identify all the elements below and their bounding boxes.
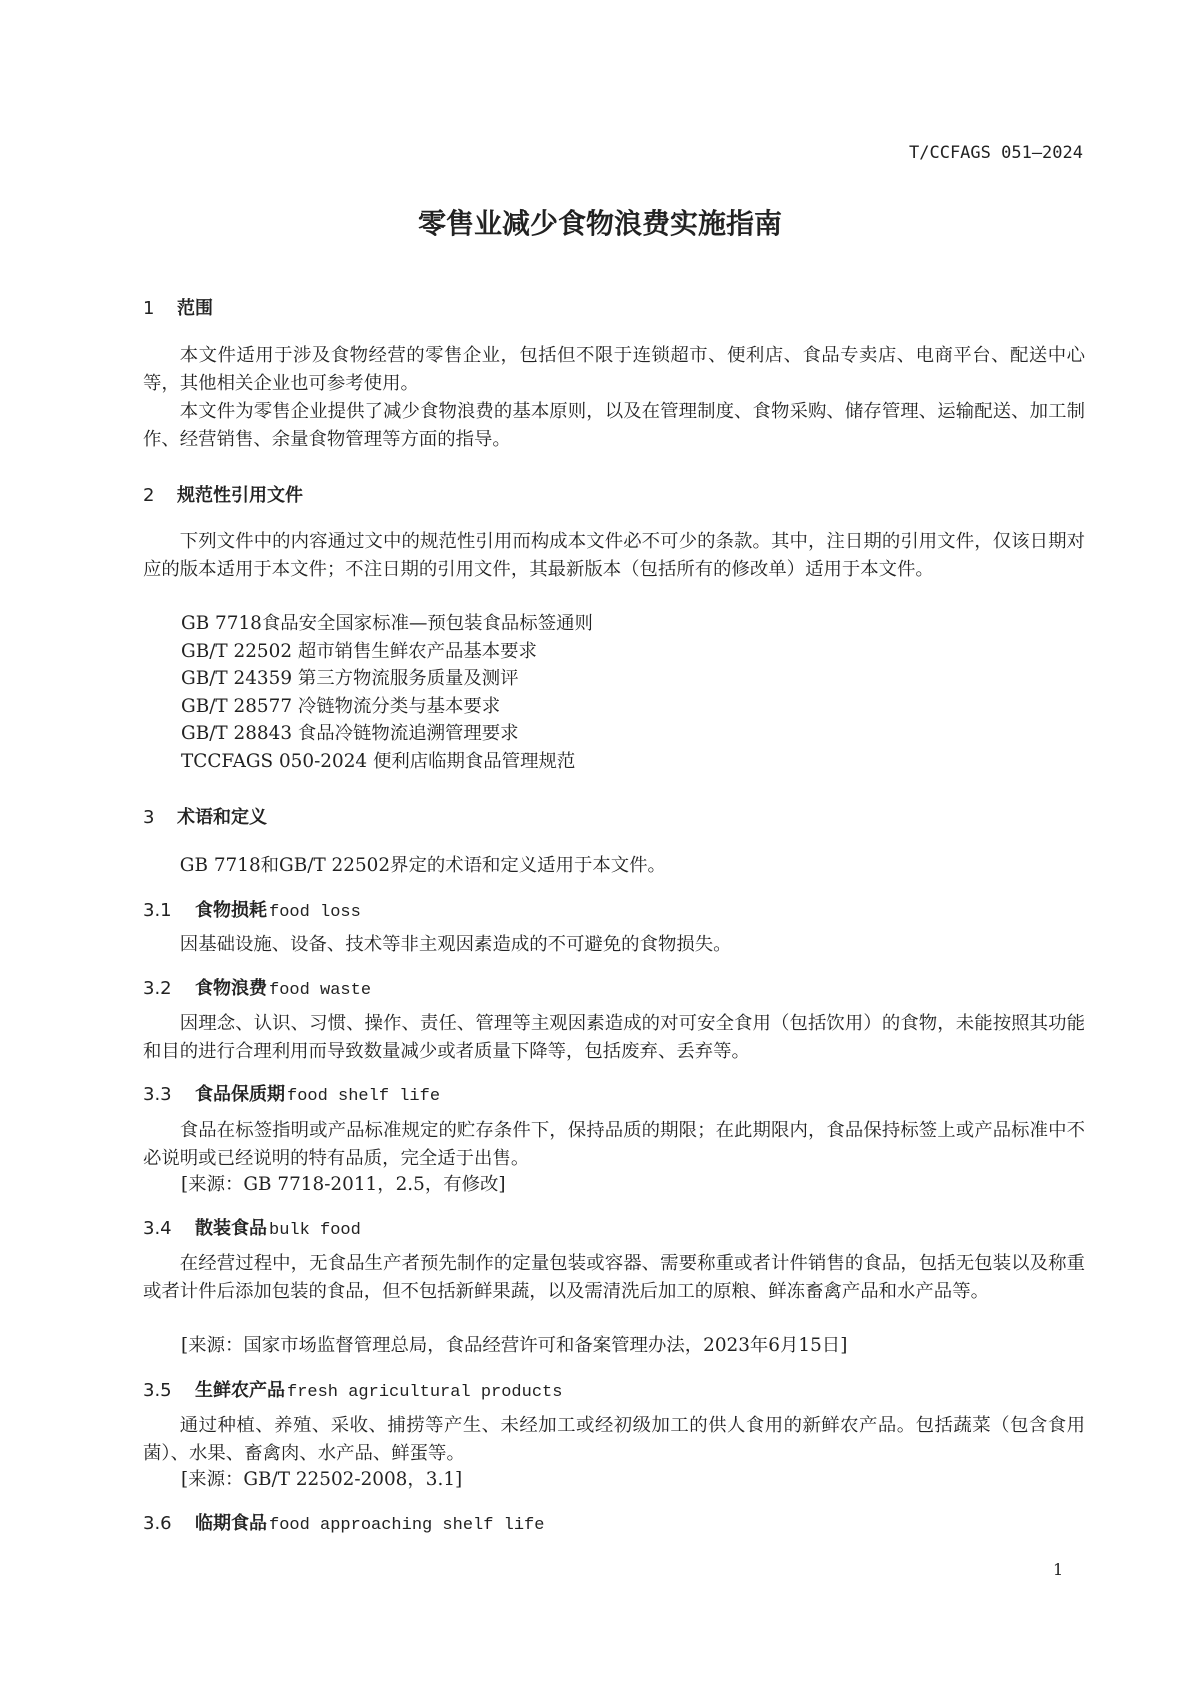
term-en: food shelf life xyxy=(287,1087,441,1106)
document-title: 零售业减少食物浪费实施指南 xyxy=(417,207,782,240)
term-heading xyxy=(143,1080,440,1106)
paragraph: 下列文件中的内容通过文中的规范性引用而构成本文件必不可少的条款。其中，注日期的引用文件，仅该日期对应的版本适用于本文件；不注日期的引用文件，其最新版本（包括所有的修改单）适用于本文件。 xyxy=(143,531,1085,580)
term-number: 3.4 xyxy=(143,1218,172,1239)
document-number: T/CCFAGS 051—2024 xyxy=(909,143,1083,163)
term-heading xyxy=(143,1376,562,1402)
term-heading xyxy=(143,974,371,1000)
term-definition: 因基础设施、设备、技术等非主观因素造成的不可避免的食物损失。 xyxy=(179,934,732,955)
term-zh: 食物浪费 xyxy=(195,978,267,999)
paragraph: 本文件为零售企业提供了减少食物浪费的基本原则，以及在管理制度、食物采购、储存管理、运输配送、加工制作、经营销售、余量食物管理等方面的指导。 xyxy=(143,401,1085,450)
reference-item: GB/T 28843 食品冷链物流追溯管理要求 xyxy=(181,723,519,744)
term-definition: 通过种植、养殖、采收、捕捞等产生、未经加工或经初级加工的供人食用的新鲜农产品。包括蔬菜（包含食用菌）、水果、畜禽肉、水产品、鲜蛋等。 xyxy=(143,1415,1085,1464)
section-number: 3 xyxy=(143,807,155,828)
section-title: 术语和定义 xyxy=(177,807,267,828)
section-heading xyxy=(143,481,303,507)
term-source: [来源：GB/T 22502-2008，3.1] xyxy=(181,1469,463,1490)
term-number: 3.1 xyxy=(143,900,172,921)
term-zh: 食品保质期 xyxy=(195,1084,285,1105)
term-definition: 因理念、认识、习惯、操作、责任、管理等主观因素造成的对可安全食用（包括饮用）的食物，未能按照其功能和目的进行合理利用而导致数量减少或者质量下降等，包括废弃、丢弃等。 xyxy=(143,1013,1085,1062)
section-heading xyxy=(143,294,213,320)
reference-item: TCCFAGS 050-2024 便利店临期食品管理规范 xyxy=(181,751,576,772)
term-number: 3.6 xyxy=(143,1513,172,1534)
term-heading xyxy=(143,1509,544,1535)
term-en: bulk food xyxy=(269,1221,361,1240)
reference-item: GB/T 22502 超市销售生鲜农产品基本要求 xyxy=(181,641,537,662)
term-source: [来源：GB 7718-2011，2.5，有修改] xyxy=(181,1174,506,1195)
section-title: 规范性引用文件 xyxy=(177,485,303,506)
term-zh: 生鲜农产品 xyxy=(195,1380,285,1401)
paragraph: 本文件适用于涉及食物经营的零售企业，包括但不限于连锁超市、便利店、食品专卖店、电商平台、配送中心等，其他相关企业也可参考使用。 xyxy=(143,345,1085,394)
page-number: 1 xyxy=(1053,1560,1064,1579)
term-en: food loss xyxy=(269,903,361,922)
term-en: fresh agricultural products xyxy=(287,1383,563,1402)
reference-item: GB 7718食品安全国家标准—预包装食品标签通则 xyxy=(181,613,593,634)
section-number: 1 xyxy=(143,298,155,319)
term-number: 3.2 xyxy=(143,978,172,999)
term-definition: 在经营过程中，无食品生产者预先制作的定量包装或容器、需要称重或者计件销售的食品，包括无包装以及称重或者计件后添加包装的食品，但不包括新鲜果蔬，以及需清洗后加工的原粮、鲜冻畜禽产品和水产品等。 xyxy=(143,1253,1085,1302)
section-title: 范围 xyxy=(177,298,213,319)
term-zh: 散装食品 xyxy=(195,1218,267,1239)
term-heading xyxy=(143,1214,361,1240)
reference-item: GB/T 28577 冷链物流分类与基本要求 xyxy=(181,696,501,717)
term-definition: 食品在标签指明或产品标准规定的贮存条件下，保持品质的期限；在此期限内，食品保持标签上或产品标准中不必说明或已经说明的特有品质，完全适于出售。 xyxy=(143,1120,1085,1169)
term-zh: 食物损耗 xyxy=(195,900,267,921)
term-heading xyxy=(143,896,361,922)
term-en: food approaching shelf life xyxy=(269,1516,545,1535)
paragraph: GB 7718和GB/T 22502界定的术语和定义适用于本文件。 xyxy=(179,855,666,876)
term-zh: 临期食品 xyxy=(195,1513,267,1534)
term-number: 3.3 xyxy=(143,1084,172,1105)
section-heading xyxy=(143,803,267,829)
reference-item: GB/T 24359 第三方物流服务质量及测评 xyxy=(181,668,519,689)
section-number: 2 xyxy=(143,485,155,506)
term-number: 3.5 xyxy=(143,1380,172,1401)
term-source: [来源：国家市场监督管理总局，食品经营许可和备案管理办法，2023年6月15日] xyxy=(181,1335,848,1356)
term-en: food waste xyxy=(269,981,372,1000)
